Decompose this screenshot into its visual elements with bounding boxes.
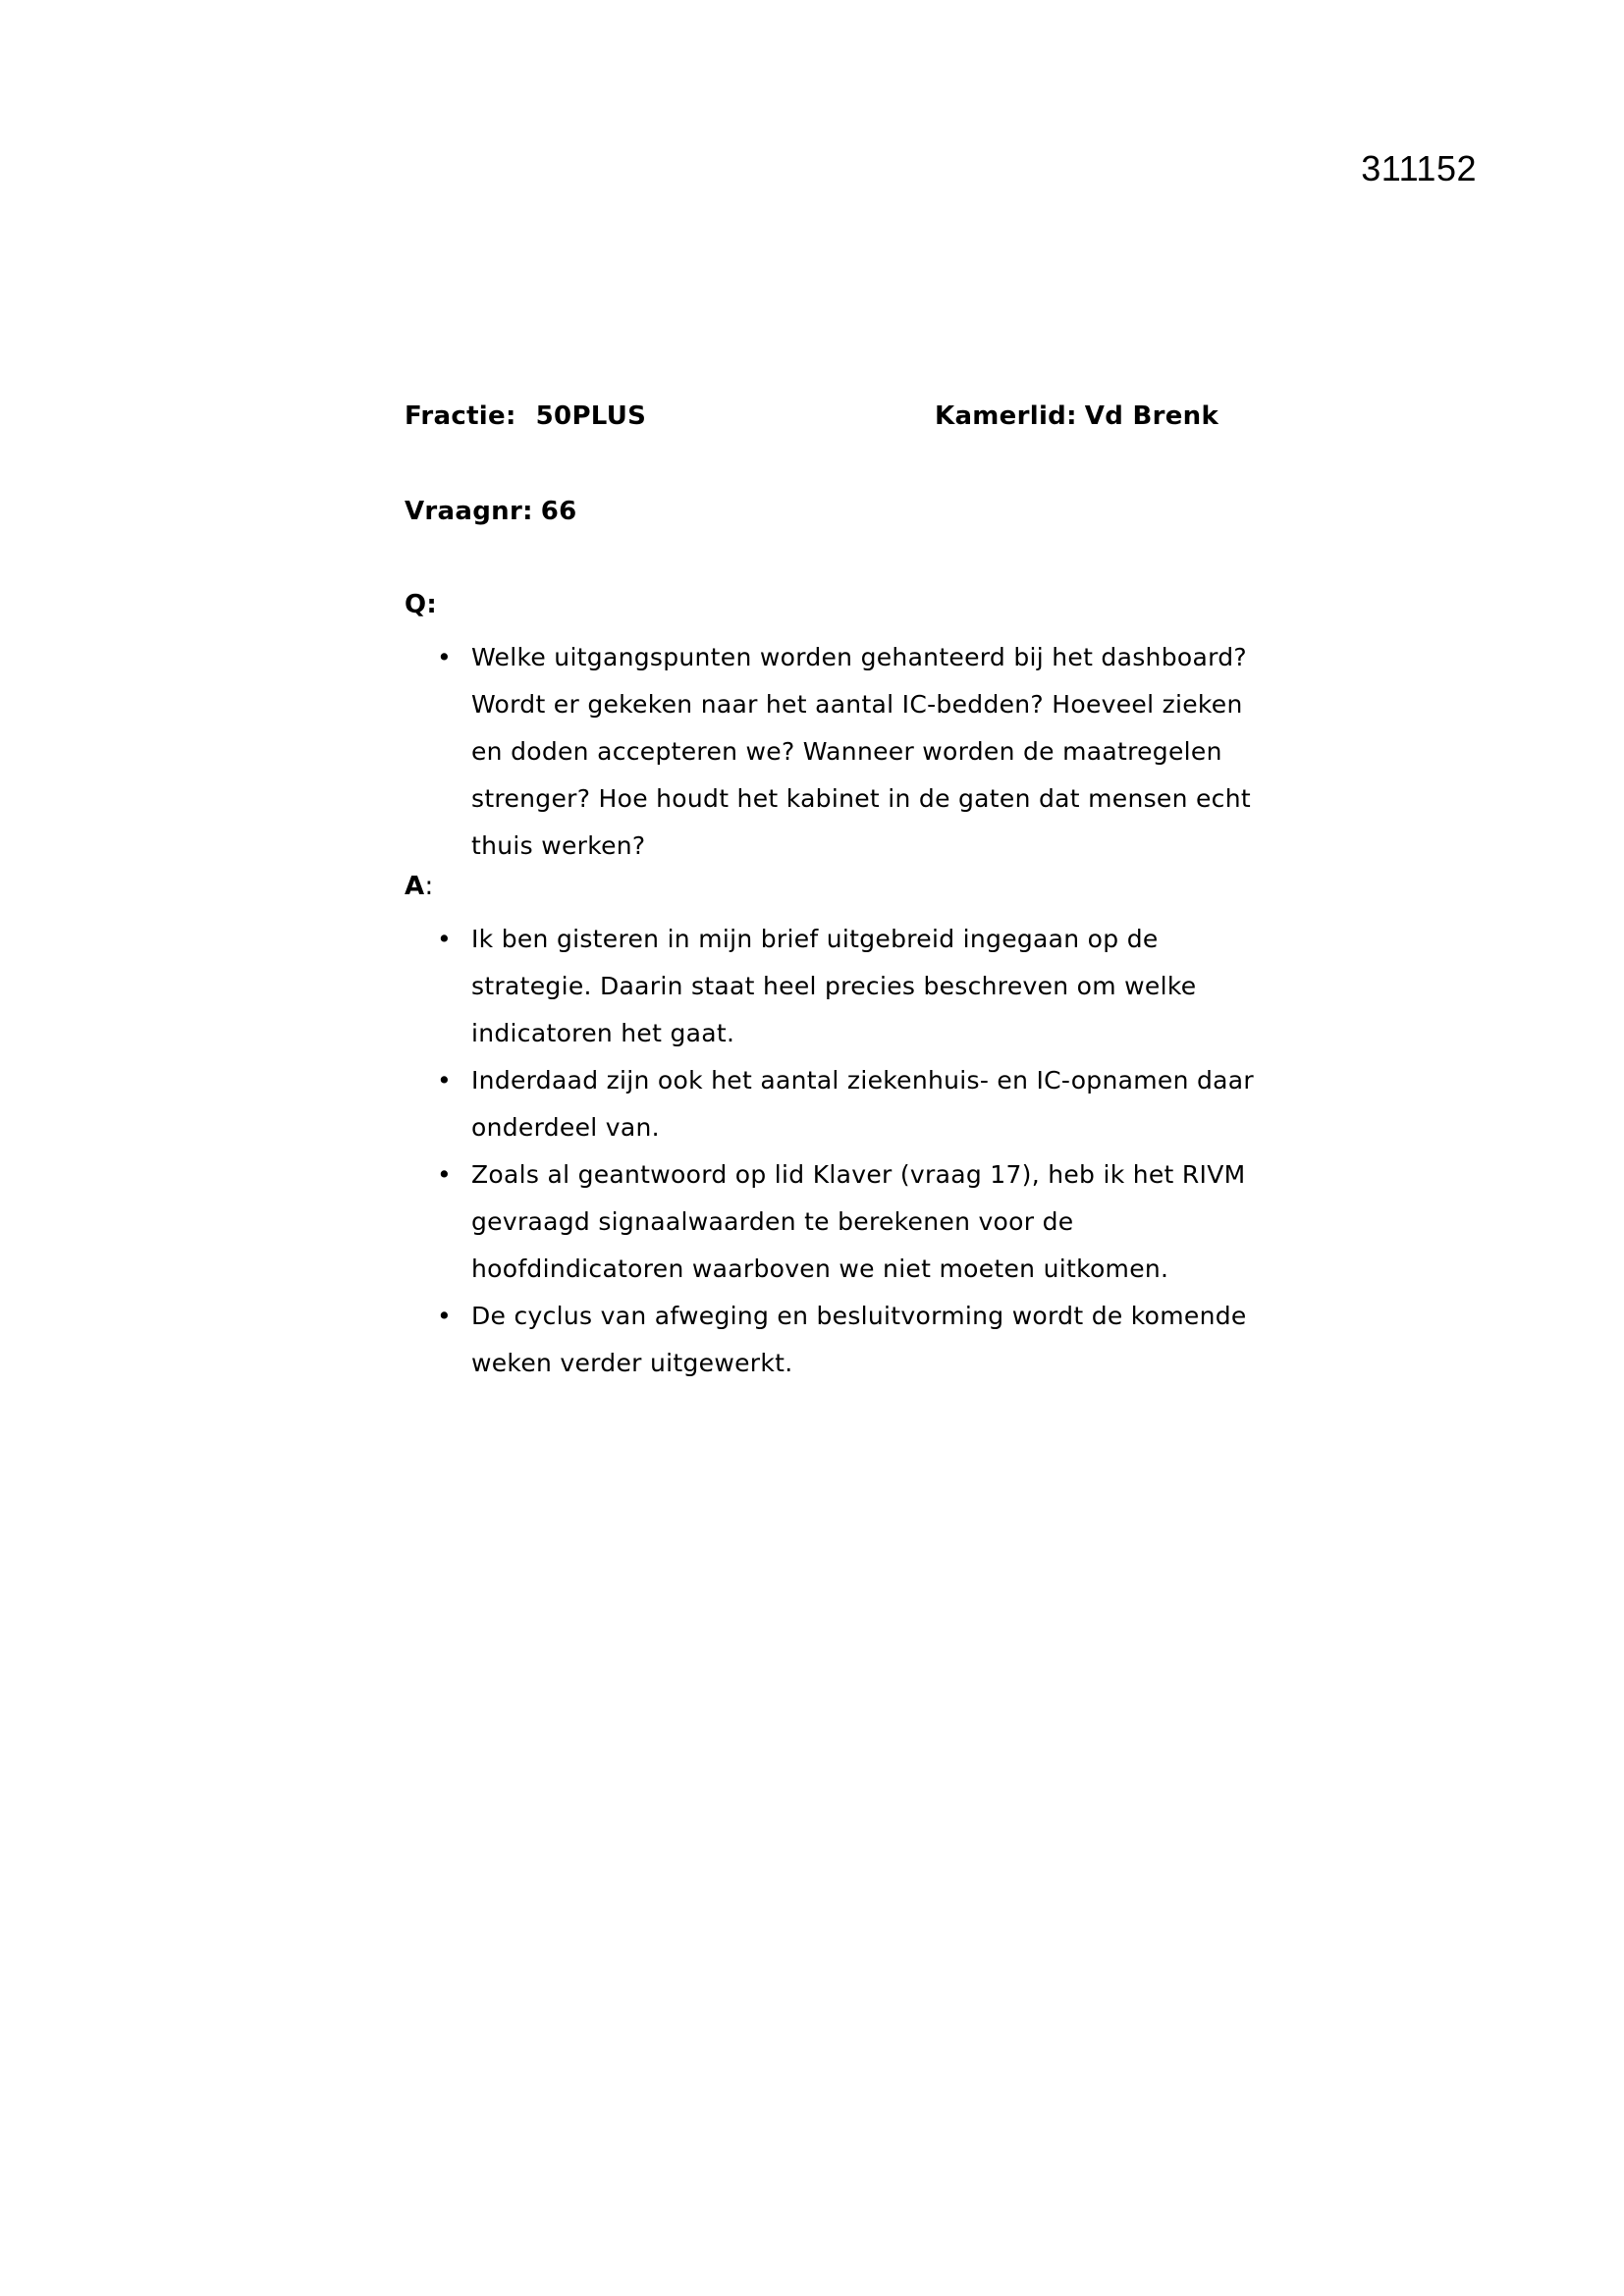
question-label <box>405 590 437 619</box>
document-number: 311152 <box>1361 148 1477 188</box>
fractie <box>405 401 646 431</box>
vraagnr-label: Vraagnr: <box>405 497 533 526</box>
question-list <box>405 634 1269 870</box>
answer-bullet: • Inderdaad zijn ook het aantal ziekenhuis- en IC-opnamen daar onderdeel van. <box>405 1057 1257 1151</box>
answer-bullet: • Zoals al geantwoord op lid Klaver (vraag 17), heb ik het RIVM gevraagd signaalwaarden te berekenen voor de hoofdindicatoren waarboven we niet moeten uitkomen. <box>405 1151 1257 1293</box>
question-bullet: • Welke uitgangspunten worden gehanteerd bij het dashboard? Wordt er gekeken naar het aantal IC-bedden? Hoeveel zieken en doden accepteren we? Wanneer worden de maatregelen strenger? Hoe houdt het kabinet in de gaten dat mensen echt thuis werken? <box>405 634 1257 870</box>
answer-colon: : <box>424 872 434 901</box>
kamerlid-label: Kamerlid: <box>935 401 1077 431</box>
kamerlid-value: Vd Brenk <box>1084 401 1219 431</box>
vraagnr-value: 66 <box>540 497 577 526</box>
answer-letter: A <box>405 872 425 901</box>
fractie-label: Fractie: <box>405 401 516 431</box>
answer-label <box>405 872 434 901</box>
vraagnr <box>405 497 577 526</box>
fractie-value: 50PLUS <box>535 401 647 431</box>
question-colon: : <box>426 590 438 619</box>
question-letter: Q <box>405 590 427 619</box>
answer-bullet: • Ik ben gisteren in mijn brief uitgebreid ingegaan op de strategie. Daarin staat heel precies beschreven om welke indicatoren het gaat. <box>405 916 1257 1057</box>
meta-row <box>405 401 1269 441</box>
answer-bullet: • De cyclus van afweging en besluitvorming wordt de komende weken verder uitgewerkt. <box>405 1293 1257 1387</box>
answer-list <box>405 916 1269 1387</box>
kamerlid <box>935 401 1218 431</box>
